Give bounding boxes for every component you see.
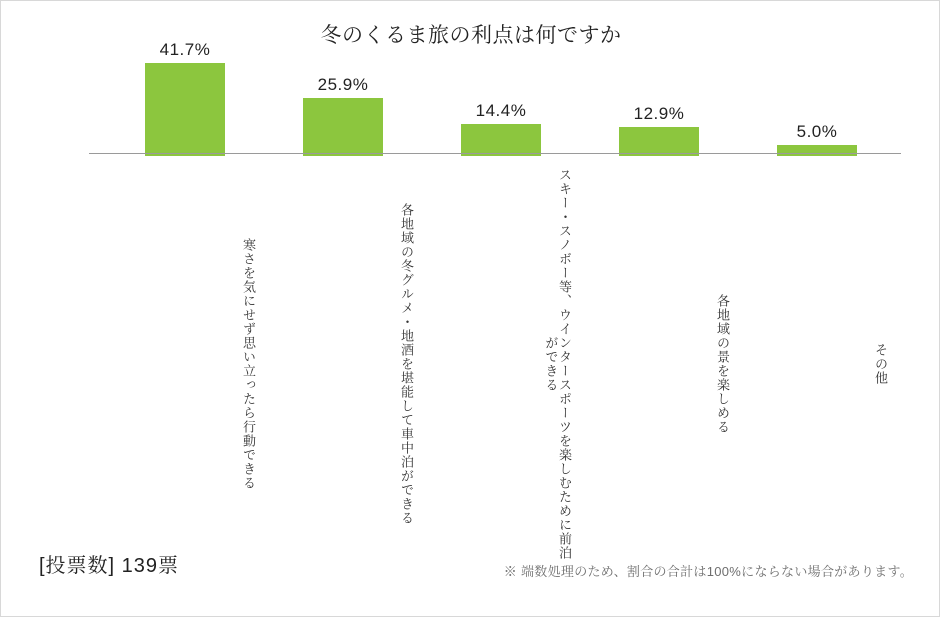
category-label-text: その他 [873, 343, 888, 385]
bar-group [273, 75, 413, 156]
bar-rect[interactable] [303, 98, 383, 156]
bar-value-label: 41.7% [159, 40, 211, 59]
bar-value-label: 25.9% [317, 75, 369, 94]
chart-title: 冬のくるま旅の利点は何ですか [320, 24, 622, 47]
category-label-text: 各地域の景を楽しめる [715, 294, 730, 434]
rounding-note: ※ 端数処理のため、割合の合計は100%にならない場合があります。 [503, 564, 913, 579]
category-label-text: 寒さを気にせず思い立ったら行動できる [241, 238, 256, 490]
category-label-text: 各地域の冬グルメ・地酒を堪能して車中泊ができる [399, 203, 414, 525]
plot-area [89, 40, 899, 156]
bar-rect[interactable] [777, 145, 857, 156]
category-label-2 [421, 164, 571, 564]
category-label-1 [263, 164, 413, 564]
bar-value-label: 12.9% [633, 104, 685, 123]
category-label-4 [737, 164, 887, 564]
bar-rect[interactable] [461, 124, 541, 156]
bar-group [115, 40, 255, 156]
bar-group [431, 101, 571, 156]
vote-count: [投票数] 139票 [39, 555, 180, 577]
category-label-text: スキー・スノボー等、ウインタースポーツを楽しむために前泊ができる [543, 168, 572, 560]
bar-rect[interactable] [145, 63, 225, 156]
category-label-0 [105, 164, 255, 564]
bar-value-label: 5.0% [796, 122, 838, 141]
bar-rect[interactable] [619, 127, 699, 156]
bar-group [747, 122, 887, 156]
bar-group [589, 104, 729, 156]
category-label-3 [579, 164, 729, 564]
bar-value-label: 14.4% [475, 101, 527, 120]
x-axis-line [89, 153, 901, 154]
